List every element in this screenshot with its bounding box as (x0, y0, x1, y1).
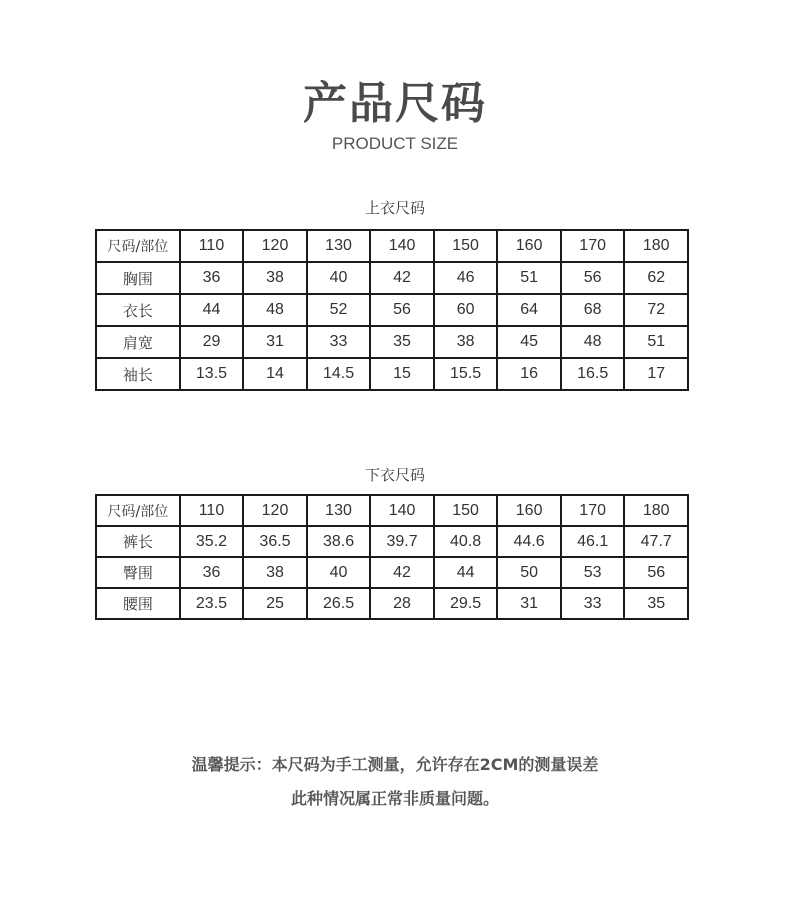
table-cell: 48 (243, 294, 307, 326)
size-header-cell: 110 (180, 495, 244, 526)
table-cell: 31 (497, 588, 561, 619)
table-cell: 29.5 (434, 588, 498, 619)
table-cell: 46.1 (561, 526, 625, 557)
table-cell: 26.5 (307, 588, 371, 619)
size-header-cell: 150 (434, 230, 498, 262)
table-cell: 62 (624, 262, 688, 294)
size-header-cell: 160 (497, 495, 561, 526)
table-cell: 38 (243, 557, 307, 588)
size-header-cell: 130 (307, 230, 371, 262)
size-header-cell: 120 (243, 495, 307, 526)
table-cell: 47.7 (624, 526, 688, 557)
table-cell: 13.5 (180, 358, 244, 390)
table-cell: 38 (243, 262, 307, 294)
header-label-cell: 尺码/部位 (96, 230, 180, 262)
size-header-cell: 140 (370, 495, 434, 526)
page-title: 产品尺码 (303, 78, 487, 129)
size-header-cell: 140 (370, 230, 434, 262)
table-cell: 16 (497, 358, 561, 390)
top-size-chart-title: 上衣尺码 (364, 199, 425, 217)
table-cell: 28 (370, 588, 434, 619)
row-label-cell: 肩宽 (96, 326, 180, 358)
table-cell: 46 (434, 262, 498, 294)
row-label-cell: 衣长 (96, 294, 180, 326)
table-cell: 68 (561, 294, 625, 326)
table-cell: 44.6 (497, 526, 561, 557)
table-cell: 56 (624, 557, 688, 588)
table-cell: 52 (307, 294, 371, 326)
table-cell: 56 (561, 262, 625, 294)
size-header-cell: 110 (180, 230, 244, 262)
table-cell: 51 (624, 326, 688, 358)
table-cell: 45 (497, 326, 561, 358)
size-header-cell: 130 (307, 495, 371, 526)
row-label-cell: 腰围 (96, 588, 180, 619)
table-cell: 23.5 (180, 588, 244, 619)
row-label-cell: 胸围 (96, 262, 180, 294)
top-header-row (96, 230, 688, 262)
table-cell: 40 (307, 557, 371, 588)
table-cell: 35 (624, 588, 688, 619)
table-cell: 38.6 (307, 526, 371, 557)
table-cell: 36 (180, 557, 244, 588)
size-header-cell: 170 (561, 230, 625, 262)
table-cell: 42 (370, 557, 434, 588)
table-row (96, 326, 688, 358)
table-cell: 44 (434, 557, 498, 588)
table-cell: 60 (434, 294, 498, 326)
table-cell: 25 (243, 588, 307, 619)
size-header-cell: 170 (561, 495, 625, 526)
table-cell: 14.5 (307, 358, 371, 390)
table-cell: 48 (561, 326, 625, 358)
table-cell: 42 (370, 262, 434, 294)
table-cell: 64 (497, 294, 561, 326)
table-cell: 35 (370, 326, 434, 358)
table-cell: 29 (180, 326, 244, 358)
size-header-cell: 120 (243, 230, 307, 262)
size-header-cell: 160 (497, 230, 561, 262)
notice-line-2: 此种情况属正常非质量问题。 (290, 789, 499, 808)
bottom-size-table (95, 494, 689, 620)
size-header-cell: 150 (434, 495, 498, 526)
table-cell: 33 (561, 588, 625, 619)
table-row (96, 358, 688, 390)
table-cell: 40 (307, 262, 371, 294)
row-label-cell: 裤长 (96, 526, 180, 557)
page-subtitle: PRODUCT SIZE (331, 134, 459, 153)
table-row (96, 262, 688, 294)
size-header-cell: 180 (624, 230, 688, 262)
table-cell: 72 (624, 294, 688, 326)
table-cell: 40.8 (434, 526, 498, 557)
table-cell: 15.5 (434, 358, 498, 390)
notice-line-1: 温馨提示：本尺码为手工测量，允许存在2CM的测量误差 (191, 755, 599, 774)
table-cell: 16.5 (561, 358, 625, 390)
table-cell: 35.2 (180, 526, 244, 557)
table-cell: 14 (243, 358, 307, 390)
table-cell: 17 (624, 358, 688, 390)
table-row (96, 294, 688, 326)
table-cell: 36 (180, 262, 244, 294)
table-cell: 33 (307, 326, 371, 358)
table-cell: 31 (243, 326, 307, 358)
table-cell: 51 (497, 262, 561, 294)
table-cell: 36.5 (243, 526, 307, 557)
header-label-cell: 尺码/部位 (96, 495, 180, 526)
bottom-header-row (96, 495, 688, 526)
table-cell: 15 (370, 358, 434, 390)
table-cell: 53 (561, 557, 625, 588)
table-cell: 38 (434, 326, 498, 358)
row-label-cell: 袖长 (96, 358, 180, 390)
top-size-table (95, 229, 689, 391)
table-row (96, 526, 688, 557)
table-row (96, 557, 688, 588)
table-cell: 56 (370, 294, 434, 326)
table-cell: 39.7 (370, 526, 434, 557)
table-cell: 44 (180, 294, 244, 326)
size-header-cell: 180 (624, 495, 688, 526)
table-cell: 50 (497, 557, 561, 588)
table-row (96, 588, 688, 619)
bottom-size-chart-title: 下衣尺码 (364, 466, 425, 484)
row-label-cell: 臀围 (96, 557, 180, 588)
